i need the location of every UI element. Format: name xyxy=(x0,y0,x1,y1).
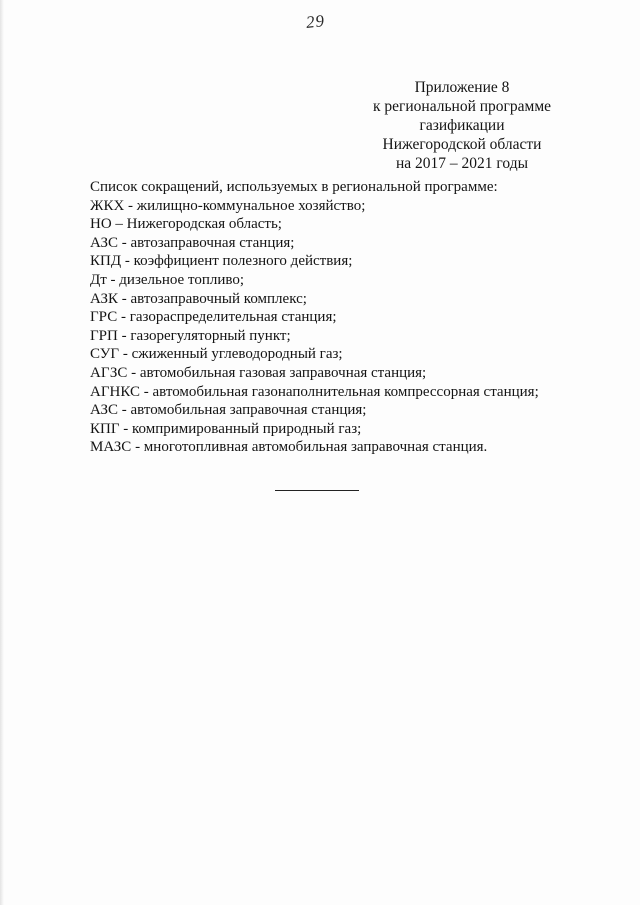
abbreviations-list xyxy=(90,178,610,457)
appendix-subtitle-line: к региональной программе xyxy=(372,98,552,115)
abbreviation-item: НО – Нижегородская область; xyxy=(90,216,282,233)
abbreviations-intro: Список сокращений, используемых в региональной программе: xyxy=(90,179,498,195)
appendix-header xyxy=(342,78,582,173)
abbreviation-item: КПГ - компримированный природный газ; xyxy=(90,420,362,437)
abbreviation-item: МАЗС - многотопливная автомобильная заправочная станция. xyxy=(90,439,488,456)
abbreviation-item: АГНКС - автомобильная газонаполнительная компрессорная станция; xyxy=(90,383,539,400)
abbreviation-item: ГРП - газорегуляторный пункт; xyxy=(90,327,291,344)
abbreviation-item: Дт - дизельное топливо; xyxy=(90,271,245,288)
abbreviation-item: АЗС - автомобильная заправочная станция; xyxy=(90,402,367,419)
appendix-subtitle-line: на 2017 – 2021 годы xyxy=(396,155,528,172)
abbreviation-item: СУГ - сжиженный углеводородный газ; xyxy=(90,346,343,363)
abbreviation-item: АЗС - автозаправочная станция; xyxy=(90,234,295,251)
appendix-title: Приложение 8 xyxy=(414,79,510,96)
appendix-subtitle-line: Нижегородской области xyxy=(382,136,542,153)
abbreviation-item: КПД - коэффициент полезного действия; xyxy=(90,253,353,270)
abbreviation-item: ГРС - газораспределительная станция; xyxy=(90,309,337,326)
scan-edge-shadow xyxy=(0,0,4,905)
handwritten-page-number: 29 xyxy=(305,11,326,32)
appendix-subtitle-line: газификации xyxy=(419,117,505,134)
abbreviation-item: ЖКХ - жилищно-коммунальное хозяйство; xyxy=(90,197,366,214)
abbreviation-item: АГЗС - автомобильная газовая заправочная станция; xyxy=(90,364,427,381)
end-separator-line xyxy=(275,490,359,491)
abbreviation-item: АЗК - автозаправочный комплекс; xyxy=(90,290,307,307)
